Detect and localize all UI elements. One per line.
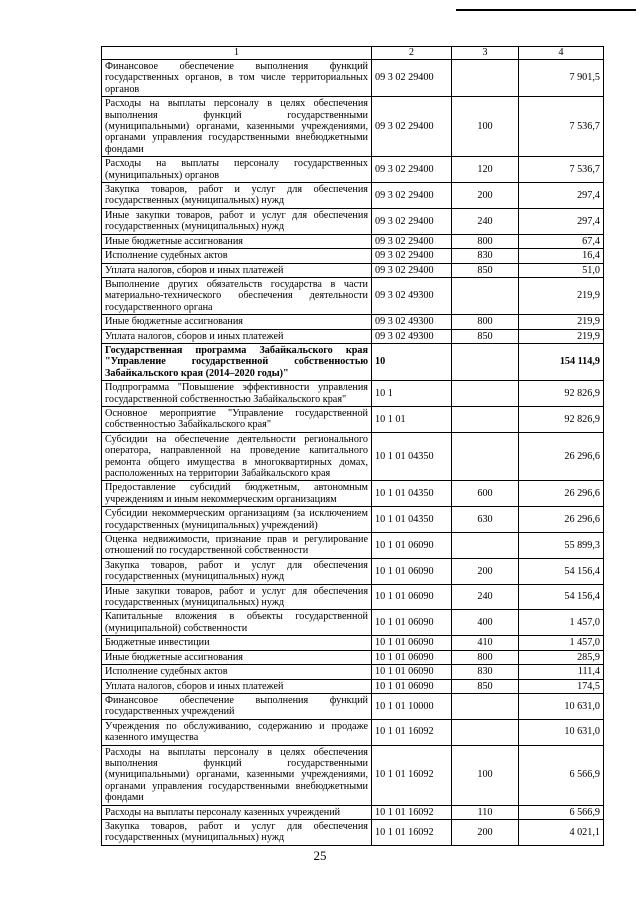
cell-name: Государственная программа Забайкальского края "Управление государственной собственностью Забайкальского края (2014–2020 годы)"	[102, 343, 372, 380]
cell-amount: 7 536,7	[519, 157, 604, 183]
cell-expense-type: 240	[452, 208, 519, 234]
cell-amount: 55 899,3	[519, 533, 604, 559]
cell-expense-type: 120	[452, 157, 519, 183]
cell-expense-type: 850	[452, 263, 519, 277]
header-col-2: 2	[372, 47, 452, 60]
table-row	[102, 745, 604, 805]
cell-name: Иные закупки товаров, работ и услуг для обеспечения государственных (муниципальных) нужд	[102, 584, 372, 610]
cell-expense-type	[452, 343, 519, 380]
header-col-4: 4	[519, 47, 604, 60]
cell-amount: 6 566,9	[519, 745, 604, 805]
table-row	[102, 610, 604, 636]
cell-target-code: 09 3 02 29400	[372, 183, 452, 209]
cell-target-code: 10 1 01 04350	[372, 432, 452, 481]
cell-name: Подпрограмма "Повышение эффективности управления государственной собственностью Забайкальского края"	[102, 381, 372, 407]
cell-expense-type: 200	[452, 183, 519, 209]
table-row	[102, 277, 604, 314]
cell-amount: 154 114,9	[519, 343, 604, 380]
cell-target-code: 10 1	[372, 381, 452, 407]
cell-expense-type	[452, 406, 519, 432]
cell-name: Финансовое обеспечение выполнения функций государственных учреждений	[102, 693, 372, 719]
table-row	[102, 481, 604, 507]
header-col-3: 3	[452, 47, 519, 60]
cell-target-code: 10 1 01 04350	[372, 507, 452, 533]
cell-expense-type: 600	[452, 481, 519, 507]
table-row	[102, 234, 604, 248]
cell-amount: 51,0	[519, 263, 604, 277]
table-row	[102, 315, 604, 329]
cell-name: Уплата налогов, сборов и иных платежей	[102, 329, 372, 343]
cell-name: Закупка товаров, работ и услуг для обеспечения государственных (муниципальных) нужд	[102, 558, 372, 584]
cell-expense-type: 200	[452, 558, 519, 584]
cell-expense-type: 800	[452, 315, 519, 329]
cell-name: Субсидии на обеспечение деятельности регионального оператора, направленной на проведение капитального ремонта общего имущества в многоквартирных домах, расположенных на территории Забайкальского края	[102, 432, 372, 481]
cell-target-code: 10 1 01	[372, 406, 452, 432]
cell-amount: 26 296,6	[519, 481, 604, 507]
cell-expense-type: 800	[452, 650, 519, 664]
cell-amount: 92 826,9	[519, 381, 604, 407]
cell-name: Финансовое обеспечение выполнения функций государственных органов, в том числе территориальных органов	[102, 60, 372, 97]
table-row	[102, 406, 604, 432]
cell-name: Основное мероприятие "Управление государственной собственностью Забайкальского края"	[102, 406, 372, 432]
table-row	[102, 584, 604, 610]
cell-target-code: 10 1 01 06090	[372, 558, 452, 584]
cell-target-code: 09 3 02 49300	[372, 315, 452, 329]
page-number: 25	[313, 848, 327, 863]
header-col-1: 1	[102, 47, 372, 60]
cell-expense-type: 240	[452, 584, 519, 610]
cell-target-code: 09 3 02 29400	[372, 208, 452, 234]
cell-target-code: 09 3 02 29400	[372, 263, 452, 277]
cell-target-code: 10 1 01 16092	[372, 805, 452, 819]
cell-target-code: 09 3 02 29400	[372, 157, 452, 183]
cell-name: Капитальные вложения в объекты государственной (муниципальной) собственности	[102, 610, 372, 636]
cell-name: Уплата налогов, сборов и иных платежей	[102, 679, 372, 693]
cell-target-code: 09 3 02 29400	[372, 97, 452, 157]
table-row	[102, 819, 604, 845]
cell-name: Закупка товаров, работ и услуг для обеспечения государственных (муниципальных) нужд	[102, 819, 372, 845]
cell-target-code: 10 1 01 06090	[372, 533, 452, 559]
cell-name: Иные бюджетные ассигнования	[102, 234, 372, 248]
cell-amount: 54 156,4	[519, 558, 604, 584]
table-header-row	[102, 47, 604, 60]
cell-name: Исполнение судебных актов	[102, 249, 372, 263]
table-row	[102, 805, 604, 819]
cell-expense-type	[452, 60, 519, 97]
cell-expense-type: 630	[452, 507, 519, 533]
table-row	[102, 208, 604, 234]
cell-target-code: 10 1 01 04350	[372, 481, 452, 507]
cell-target-code: 10 1 01 06090	[372, 665, 452, 679]
top-rule	[456, 9, 636, 11]
cell-target-code: 10 1 01 06090	[372, 679, 452, 693]
table-row	[102, 533, 604, 559]
cell-name: Иные закупки товаров, работ и услуг для обеспечения государственных (муниципальных) нужд	[102, 208, 372, 234]
cell-expense-type: 100	[452, 97, 519, 157]
table-row	[102, 343, 604, 380]
cell-name: Учреждения по обслуживанию, содержанию и продаже казенного имущества	[102, 719, 372, 745]
cell-target-code: 10 1 01 06090	[372, 584, 452, 610]
table-row	[102, 432, 604, 481]
cell-amount: 1 457,0	[519, 610, 604, 636]
cell-name: Оценка недвижимости, признание прав и регулирование отношений по государственной собственности	[102, 533, 372, 559]
table-row	[102, 558, 604, 584]
cell-expense-type: 850	[452, 329, 519, 343]
cell-amount: 219,9	[519, 329, 604, 343]
budget-table	[101, 46, 604, 846]
cell-expense-type: 830	[452, 665, 519, 679]
cell-name: Иные бюджетные ассигнования	[102, 315, 372, 329]
cell-amount: 6 566,9	[519, 805, 604, 819]
cell-expense-type	[452, 432, 519, 481]
cell-target-code: 10 1 01 10000	[372, 693, 452, 719]
cell-name: Расходы на выплаты персоналу в целях обеспечения выполнения функций государственными (муниципальными) органами, казенными учреждениями, органами управления государственными внебюджетными фондами	[102, 745, 372, 805]
table-row	[102, 665, 604, 679]
cell-target-code: 09 3 02 49300	[372, 277, 452, 314]
cell-target-code: 10 1 01 16092	[372, 745, 452, 805]
cell-name: Бюджетные инвестиции	[102, 636, 372, 650]
cell-amount: 16,4	[519, 249, 604, 263]
cell-amount: 54 156,4	[519, 584, 604, 610]
cell-amount: 10 631,0	[519, 693, 604, 719]
cell-expense-type	[452, 533, 519, 559]
cell-target-code: 10 1 01 16092	[372, 719, 452, 745]
table-row	[102, 636, 604, 650]
cell-expense-type: 200	[452, 819, 519, 845]
cell-amount: 111,4	[519, 665, 604, 679]
cell-amount: 7 901,5	[519, 60, 604, 97]
cell-name: Расходы на выплаты персоналу казенных учреждений	[102, 805, 372, 819]
cell-amount: 10 631,0	[519, 719, 604, 745]
table-row	[102, 679, 604, 693]
cell-name: Исполнение судебных актов	[102, 665, 372, 679]
cell-target-code: 09 3 02 29400	[372, 249, 452, 263]
cell-target-code: 10 1 01 06090	[372, 650, 452, 664]
table-row	[102, 60, 604, 97]
table-row	[102, 719, 604, 745]
table-row	[102, 507, 604, 533]
cell-target-code: 09 3 02 29400	[372, 60, 452, 97]
table-row	[102, 157, 604, 183]
cell-expense-type	[452, 277, 519, 314]
cell-name: Расходы на выплаты персоналу государственных (муниципальных) органов	[102, 157, 372, 183]
cell-amount: 174,5	[519, 679, 604, 693]
cell-target-code: 10 1 01 16092	[372, 819, 452, 845]
cell-expense-type: 850	[452, 679, 519, 693]
cell-target-code: 10 1 01 06090	[372, 636, 452, 650]
cell-expense-type: 100	[452, 745, 519, 805]
cell-amount: 26 296,6	[519, 432, 604, 481]
table-row	[102, 693, 604, 719]
cell-expense-type: 800	[452, 234, 519, 248]
cell-amount: 219,9	[519, 277, 604, 314]
table-row	[102, 381, 604, 407]
cell-name: Расходы на выплаты персоналу в целях обеспечения выполнения функций государственными (муниципальными) органами, казенными учреждениями, органами управления государственными внебюджетными фондами	[102, 97, 372, 157]
cell-name: Субсидии некоммерческим организациям (за исключением государственных (муниципальных) учреждений)	[102, 507, 372, 533]
cell-target-code: 09 3 02 49300	[372, 329, 452, 343]
cell-name: Предоставление субсидий бюджетным, автономным учреждениям и иным некоммерческим организациям	[102, 481, 372, 507]
table-row	[102, 650, 604, 664]
table-row	[102, 183, 604, 209]
cell-amount: 297,4	[519, 183, 604, 209]
cell-target-code: 10 1 01 06090	[372, 610, 452, 636]
cell-expense-type	[452, 693, 519, 719]
cell-expense-type	[452, 381, 519, 407]
table-row	[102, 263, 604, 277]
cell-name: Уплата налогов, сборов и иных платежей	[102, 263, 372, 277]
cell-name: Иные бюджетные ассигнования	[102, 650, 372, 664]
cell-amount: 297,4	[519, 208, 604, 234]
cell-amount: 4 021,1	[519, 819, 604, 845]
cell-amount: 26 296,6	[519, 507, 604, 533]
cell-target-code: 10	[372, 343, 452, 380]
cell-amount: 285,9	[519, 650, 604, 664]
table-row	[102, 97, 604, 157]
table-body	[102, 60, 604, 846]
cell-amount: 1 457,0	[519, 636, 604, 650]
cell-target-code: 09 3 02 29400	[372, 234, 452, 248]
cell-expense-type: 410	[452, 636, 519, 650]
cell-amount: 7 536,7	[519, 97, 604, 157]
table-row	[102, 249, 604, 263]
cell-name: Закупка товаров, работ и услуг для обеспечения государственных (муниципальных) нужд	[102, 183, 372, 209]
cell-expense-type: 110	[452, 805, 519, 819]
cell-amount: 67,4	[519, 234, 604, 248]
cell-amount: 219,9	[519, 315, 604, 329]
cell-expense-type: 400	[452, 610, 519, 636]
cell-expense-type: 830	[452, 249, 519, 263]
table-row	[102, 329, 604, 343]
cell-amount: 92 826,9	[519, 406, 604, 432]
cell-expense-type	[452, 719, 519, 745]
cell-name: Выполнение других обязательств государства в части материально-технического обеспечения деятельности государственного органа	[102, 277, 372, 314]
